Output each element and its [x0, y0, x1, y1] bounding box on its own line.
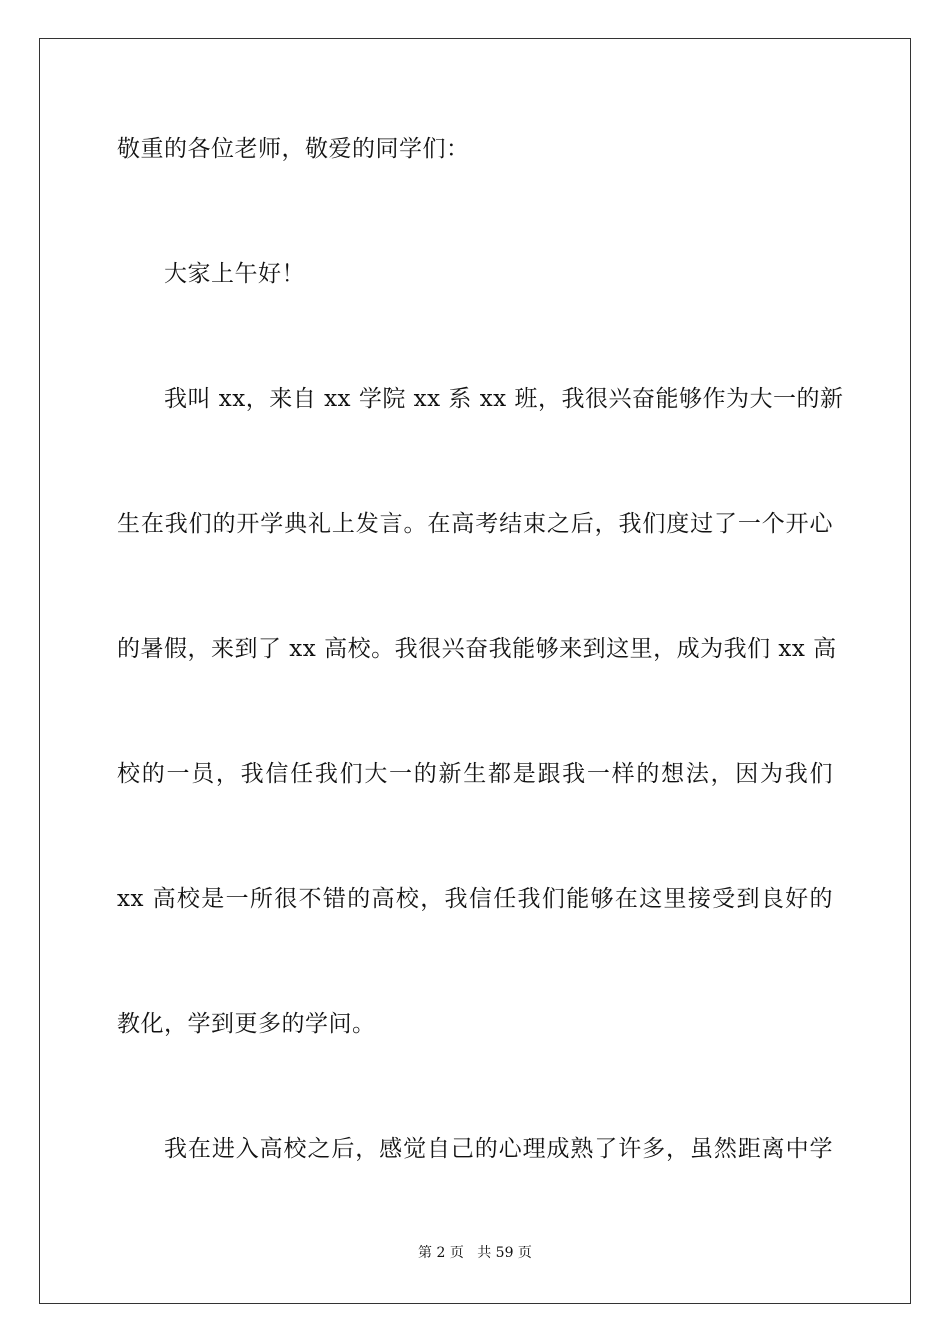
page-footer — [0, 1243, 950, 1263]
paragraph-2-line-1: 我在进入高校之后，感觉自己的心理成熟了许多，虽然距离中学 — [164, 1136, 833, 1162]
paragraph-1-line-3: 的暑假，来到了 xx 高校。我很兴奋我能够来到这里，成为我们 xx 高 — [117, 636, 837, 662]
paragraph-1-line-1: 我叫 xx，来自 xx 学院 xx 系 xx 班，我很兴奋能够作为大一的新 — [164, 386, 844, 412]
paragraph-1-line-4: 校的一员，我信任我们大一的新生都是跟我一样的想法，因为我们 — [117, 761, 833, 787]
paragraph-1-line-2: 生在我们的开学典礼上发言。在高考结束之后，我们度过了一个开心 — [117, 511, 833, 537]
page-border — [39, 38, 911, 1304]
paragraph-1-line-5: xx 高校是一所很不错的高校，我信任我们能够在这里接受到良好的 — [117, 886, 833, 912]
page-number: 第 2 页 — [418, 1245, 464, 1261]
greeting: 大家上午好！ — [164, 261, 305, 287]
salutation: 敬重的各位老师，敬爱的同学们： — [117, 136, 470, 162]
paragraph-1-line-6: 教化，学到更多的学问。 — [117, 1011, 376, 1037]
page-total: 共 59 页 — [477, 1245, 532, 1261]
